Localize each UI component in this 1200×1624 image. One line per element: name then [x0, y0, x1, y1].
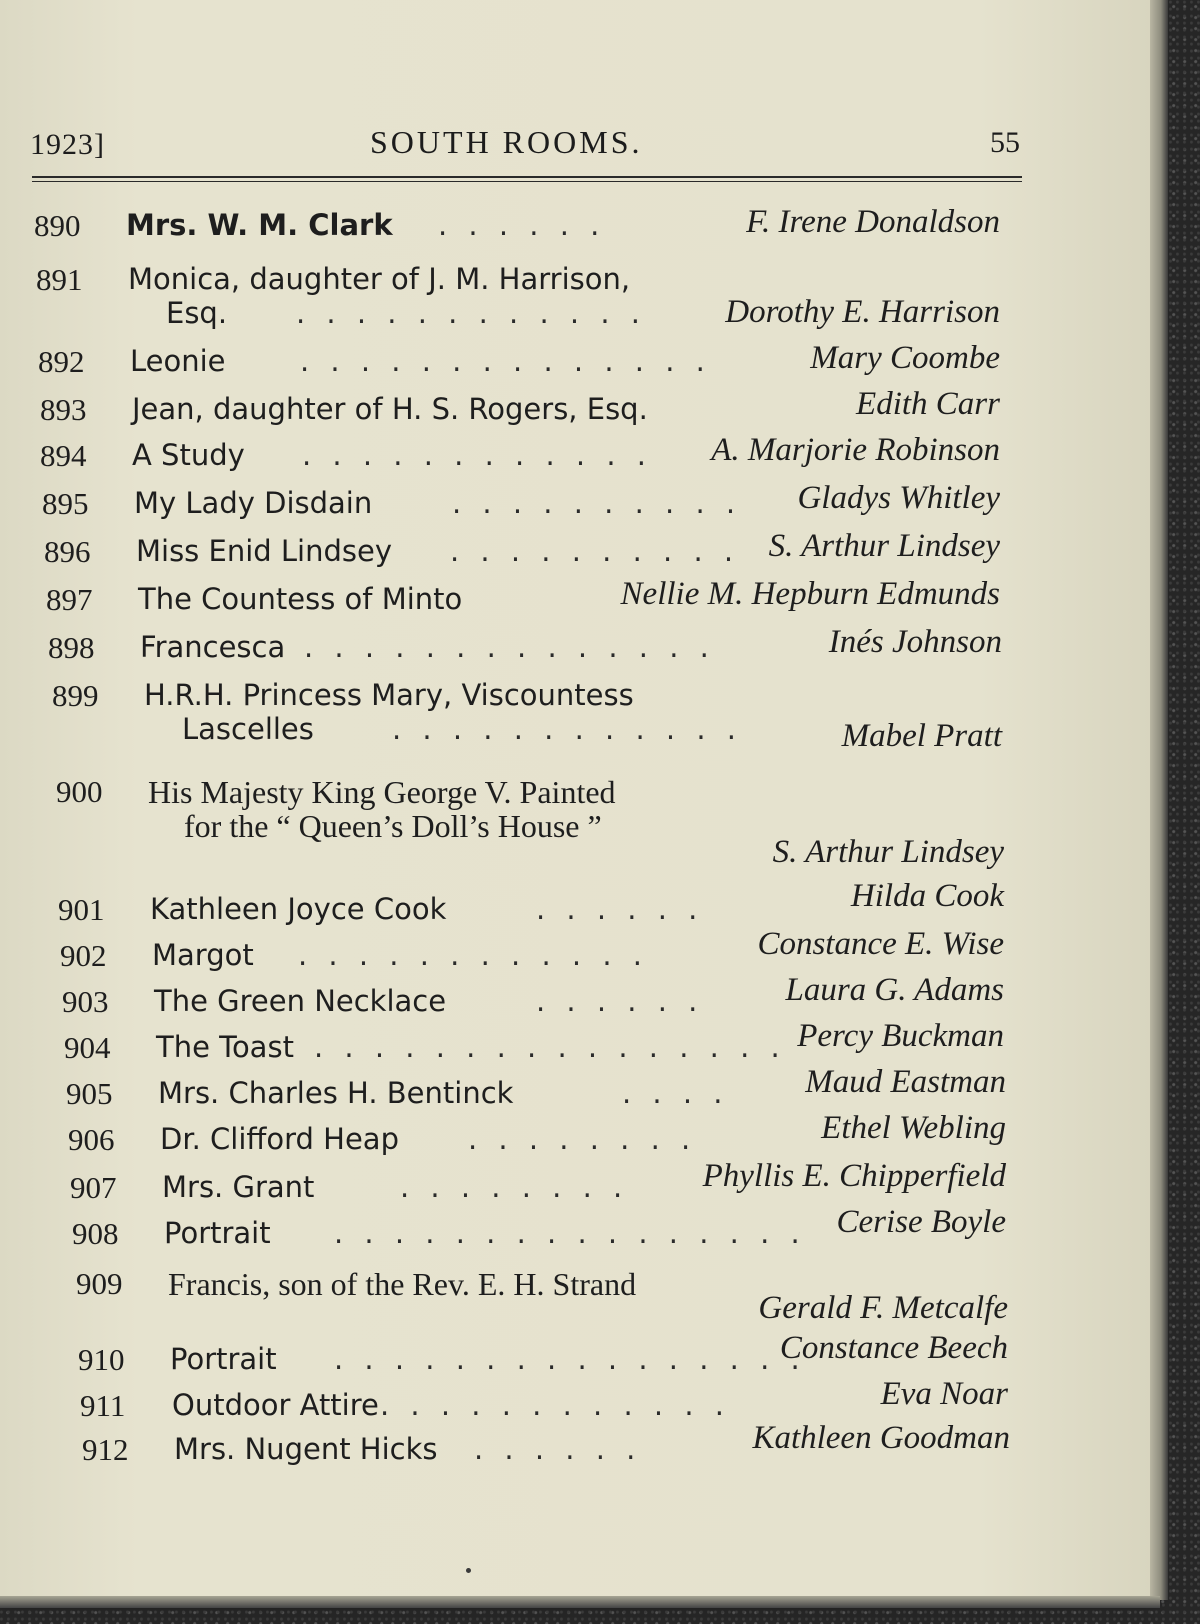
entry-artist: Gerald F. Metcalfe — [758, 1290, 1008, 1326]
header-rule — [32, 176, 1022, 178]
entry-title: H.R.H. Princess Mary, Viscountess — [144, 678, 634, 712]
leader-dots: . . . . . . . . . . . . — [296, 296, 647, 330]
entry-number: 902 — [60, 938, 107, 973]
entry-number: 897 — [46, 582, 93, 617]
entry-artist: Laura G. Adams — [785, 972, 1004, 1008]
entry-artist: Percy Buckman — [797, 1018, 1004, 1054]
entry-title: His Majesty King George V. Painted — [148, 774, 616, 810]
entry-artist: Hilda Cook — [850, 878, 1004, 914]
entry-title: The Green Necklace — [154, 984, 447, 1018]
entry-artist: S. Arthur Lindsey — [768, 528, 1000, 564]
entry-number: 900 — [56, 774, 103, 809]
entry-title: Dr. Clifford Heap — [160, 1122, 399, 1156]
entry-number: 904 — [64, 1030, 111, 1065]
leader-dots: . . . . . . — [438, 208, 606, 242]
entry-artist: Nellie M. Hepburn Edmunds — [620, 576, 1000, 612]
header-rule-thin — [32, 181, 1022, 182]
entry-artist: S. Arthur Lindsey — [772, 834, 1004, 870]
entry-artist: Cerise Boyle — [836, 1204, 1006, 1240]
entry-number: 896 — [44, 534, 91, 569]
entry-artist: Maud Eastman — [805, 1064, 1006, 1100]
entry-number: 891 — [36, 262, 83, 297]
entry-number: 893 — [40, 392, 87, 427]
entry-number: 908 — [72, 1216, 119, 1251]
entry-title: Margot — [152, 938, 254, 972]
entry-number: 892 — [38, 344, 85, 379]
entry-artist: Ethel Webling — [821, 1110, 1006, 1146]
leader-dots: . . . . . . . . . . . . — [392, 712, 743, 746]
entry-number: 909 — [76, 1266, 123, 1301]
leader-dots: . . . . . . . . — [468, 1122, 697, 1156]
entry-number: 895 — [42, 486, 89, 521]
entry-title: Jean, daughter of H. S. Rogers, Esq. — [132, 392, 648, 426]
leader-dots: . . . . . . . . — [400, 1170, 629, 1204]
leader-dots: . . . . . . . . . . . . . . . . — [334, 1216, 806, 1250]
leader-dots: . . . . . . . . . . . . — [380, 1388, 731, 1422]
running-header — [30, 118, 1020, 168]
leader-dots: . . . . . . . . . . . . — [302, 438, 653, 472]
header-page-number: 55 — [990, 126, 1020, 159]
entry-title: Mrs. Charles H. Bentinck — [158, 1076, 514, 1110]
leader-dots: . . . . . . — [474, 1432, 642, 1466]
entry-title: Francis, son of the Rev. E. H. Strand — [168, 1266, 637, 1302]
entry-title: Portrait — [170, 1342, 277, 1376]
entry-title: A Study — [132, 438, 245, 472]
entry-artist: Edith Carr — [856, 386, 1000, 422]
leader-dots: . . . . . . . . . . . . . . — [304, 630, 715, 664]
entry-title: The Countess of Minto — [138, 582, 463, 616]
entry-artist: Inés Johnson — [828, 624, 1002, 660]
leader-dots: . . . . . . . . . . — [452, 486, 742, 520]
entry-number: 911 — [80, 1388, 126, 1423]
entry-number: 894 — [40, 438, 87, 473]
entry-artist: Gladys Whitley — [797, 480, 1000, 516]
entry-number: 901 — [58, 892, 105, 927]
entry-title: The Toast — [156, 1030, 294, 1064]
entry-title: Mrs. W. M. Clark — [126, 208, 393, 242]
entry-title: Monica, daughter of J. M. Harrison, — [128, 262, 631, 296]
entry-artist: A. Marjorie Robinson — [711, 432, 1000, 468]
entry-number: 898 — [48, 630, 95, 665]
ink-speck — [466, 1568, 471, 1573]
entry-title: Outdoor Attire — [172, 1388, 379, 1422]
leader-dots: . . . . . . . . . . . . . . — [300, 344, 711, 378]
leader-dots: . . . . . . . . . . — [450, 534, 740, 568]
page-bottom-edge — [0, 1596, 1160, 1608]
entry-number: 906 — [68, 1122, 115, 1157]
entry-title: Mrs. Nugent Hicks — [174, 1432, 438, 1466]
entry-number: 912 — [82, 1432, 129, 1467]
header-year: 1923] — [30, 128, 105, 161]
header-section-title: SOUTH ROOMS. — [370, 124, 643, 160]
entry-artist: Phyllis E. Chipperfield — [702, 1158, 1006, 1194]
entry-title-continued: Esq. — [166, 296, 228, 330]
entry-artist: F. Irene Donaldson — [746, 204, 1000, 240]
entry-number: 903 — [62, 984, 109, 1019]
entry-artist: Kathleen Goodman — [752, 1420, 1010, 1456]
entry-title: My Lady Disdain — [134, 486, 373, 520]
entry-artist: Mary Coombe — [810, 340, 1000, 376]
leader-dots: . . . . . . — [536, 892, 704, 926]
entry-artist: Constance E. Wise — [757, 926, 1004, 962]
entry-title: Francesca — [140, 630, 286, 664]
leader-dots: . . . . . . — [536, 984, 704, 1018]
entry-title-continued: for the “ Queen’s Doll’s House ” — [184, 808, 602, 844]
entry-title: Kathleen Joyce Cook — [150, 892, 447, 926]
entry-artist: Mabel Pratt — [841, 718, 1002, 754]
entry-title: Miss Enid Lindsey — [136, 534, 393, 568]
entry-number: 907 — [70, 1170, 117, 1205]
leader-dots: . . . . . . . . . . . . — [298, 938, 649, 972]
page-edge — [1150, 0, 1168, 1600]
leader-dots: . . . . . . . . . . . . . . . . — [334, 1342, 806, 1376]
entry-title: Mrs. Grant — [162, 1170, 315, 1204]
entry-title-continued: Lascelles — [182, 712, 314, 746]
entry-title: Leonie — [130, 344, 226, 378]
entry-number: 910 — [78, 1342, 125, 1377]
entry-artist: Eva Noar — [880, 1376, 1008, 1412]
leader-dots: . . . . . . . . . . . . . . . . — [314, 1030, 786, 1064]
entry-title: Portrait — [164, 1216, 271, 1250]
leader-dots: . . . . — [622, 1076, 729, 1110]
entry-artist: Constance Beech — [779, 1330, 1008, 1366]
entry-number: 890 — [34, 208, 81, 243]
entry-number: 905 — [66, 1076, 113, 1111]
entry-number: 899 — [52, 678, 99, 713]
entry-artist: Dorothy E. Harrison — [725, 294, 1000, 330]
